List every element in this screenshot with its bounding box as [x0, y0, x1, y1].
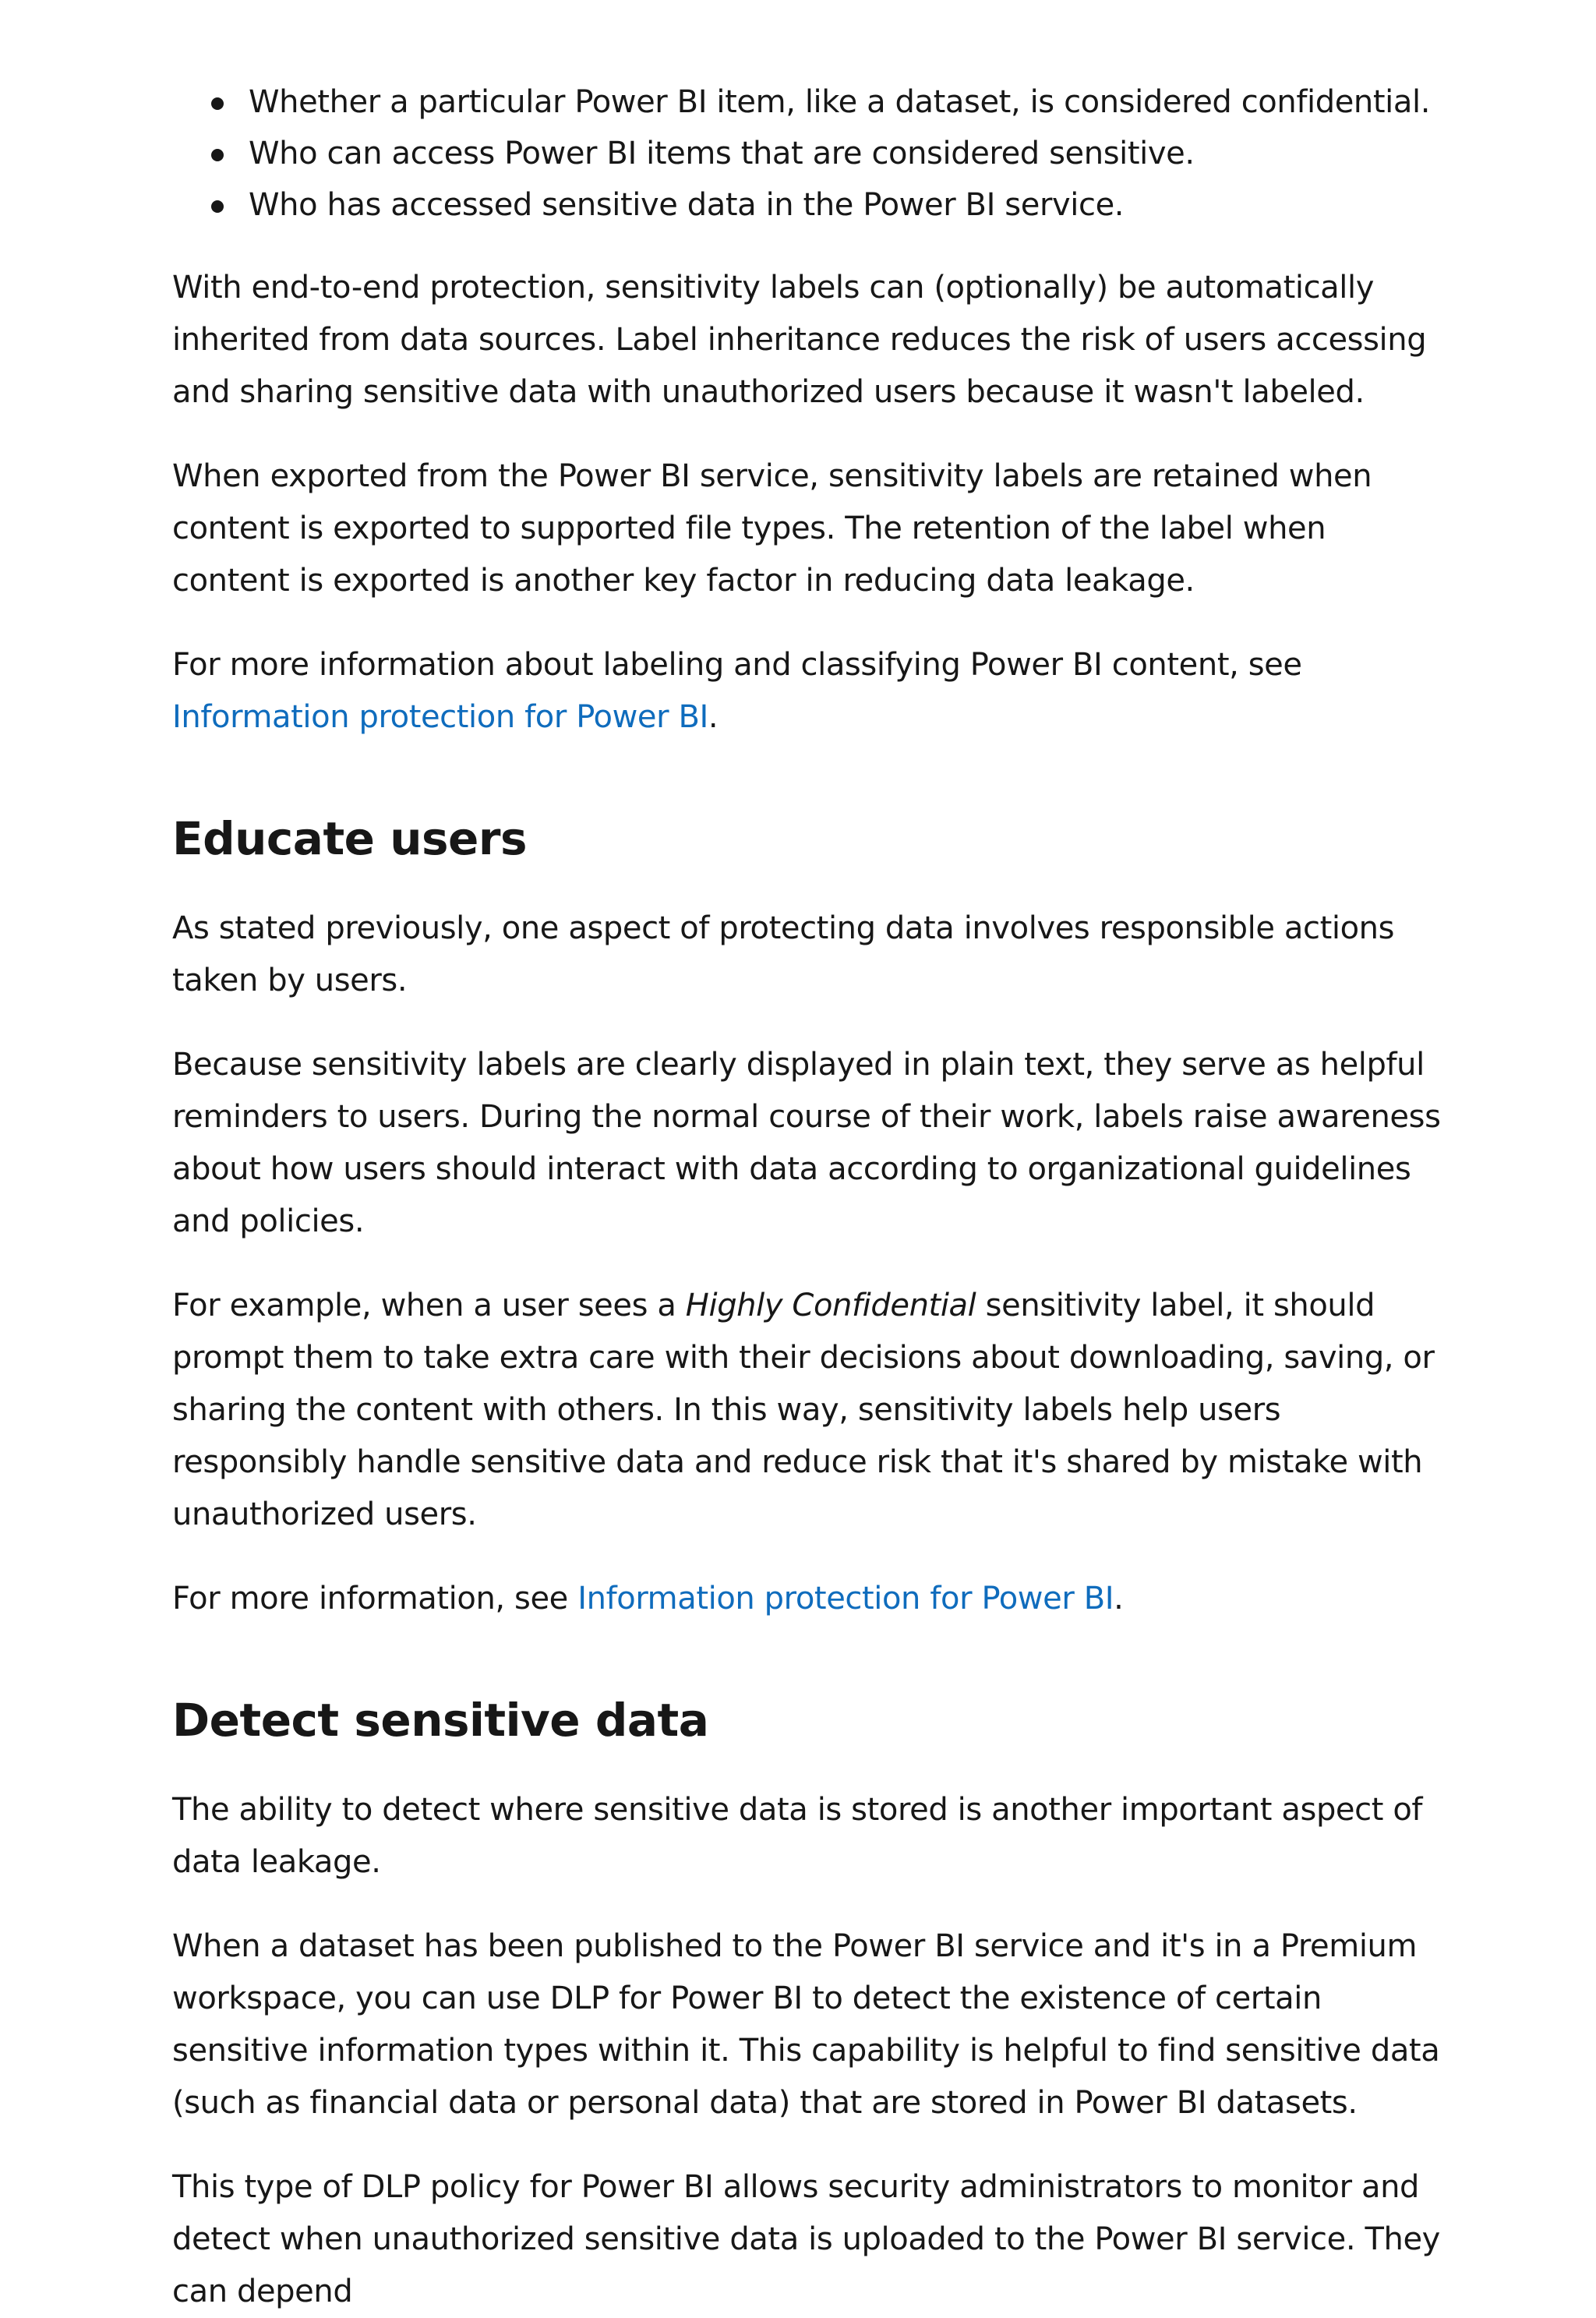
paragraph-text: For more information, see — [172, 1581, 578, 1617]
paragraph-educate-example — [172, 1280, 1450, 1541]
heading-detect-sensitive-data: Detect sensitive data — [172, 1694, 709, 1747]
paragraph-text: For more information about labeling and classifying Power BI content, see — [172, 647, 1302, 683]
paragraph-more-info — [172, 639, 1450, 744]
paragraph-detect-dlp: When a dataset has been published to the Power BI service and it's in a Premium workspace, you can use DLP for Power BI to detect the existence of certain sensitive information types within it. This capability is helpful to find sensitive data (such as financial data or personal data) that are stored in Power BI datasets. — [172, 1928, 1440, 2121]
article-content — [172, 76, 1450, 2318]
paragraph-educate-more-info — [172, 1573, 1450, 1625]
paragraph-text: sensitivity label, it should prompt them to take extra care with their decisions about downloading, saving, or sharing the content with others. In this way, sensitivity labels help users responsibly handle sensitive data and reduce risk that it's shared by mistake with unauthorized users. — [172, 1288, 1435, 1532]
emphasis-highly-confidential: Highly Confidential — [685, 1288, 976, 1323]
information-protection-link[interactable]: Information protection for Power BI — [577, 1581, 1114, 1617]
information-protection-link[interactable]: Information protection for Power BI — [172, 699, 708, 735]
heading-educate-users: Educate users — [172, 812, 527, 865]
paragraph-text: For example, when a user sees a — [172, 1288, 686, 1323]
list-item: Who can access Power BI items that are considered sensitive. — [172, 128, 1450, 179]
list-item: Whether a particular Power BI item, like a dataset, is considered confidential. — [172, 76, 1450, 128]
bullet-list — [172, 76, 1450, 231]
list-item: Who has accessed sensitive data in the Power BI service. — [172, 179, 1450, 231]
paragraph-end: . — [1114, 1581, 1124, 1617]
paragraph-label-inheritance: With end-to-end protection, sensitivity labels can (optionally) be automatically inherited from data sources. Label inheritance reduces the risk of users accessing and sharing sensitive data with unauthorized users because it wasn't labeled. — [172, 270, 1427, 410]
paragraph-detect-policy: This type of DLP policy for Power BI allows security administrators to monitor and detect when unauthorized sensitive data is uploaded to the Power BI service. They can depend — [172, 2169, 1440, 2309]
paragraph-educate-intro: As stated previously, one aspect of protecting data involves responsible actions taken by users. — [172, 910, 1395, 998]
paragraph-end: . — [708, 699, 719, 735]
paragraph-export-retention: When exported from the Power BI service, sensitivity labels are retained when content is exported to supported file types. The retention of the label when content is exported is another key factor in reducing data leakage. — [172, 458, 1372, 599]
paragraph-detect-intro: The ability to detect where sensitive data is stored is another important aspect of data leakage. — [172, 1792, 1423, 1880]
paragraph-educate-reminders: Because sensitivity labels are clearly displayed in plain text, they serve as helpful reminders to users. During the normal course of their work, labels raise awareness about how users should interact with data according to organizational guidelines and policies. — [172, 1047, 1441, 1239]
